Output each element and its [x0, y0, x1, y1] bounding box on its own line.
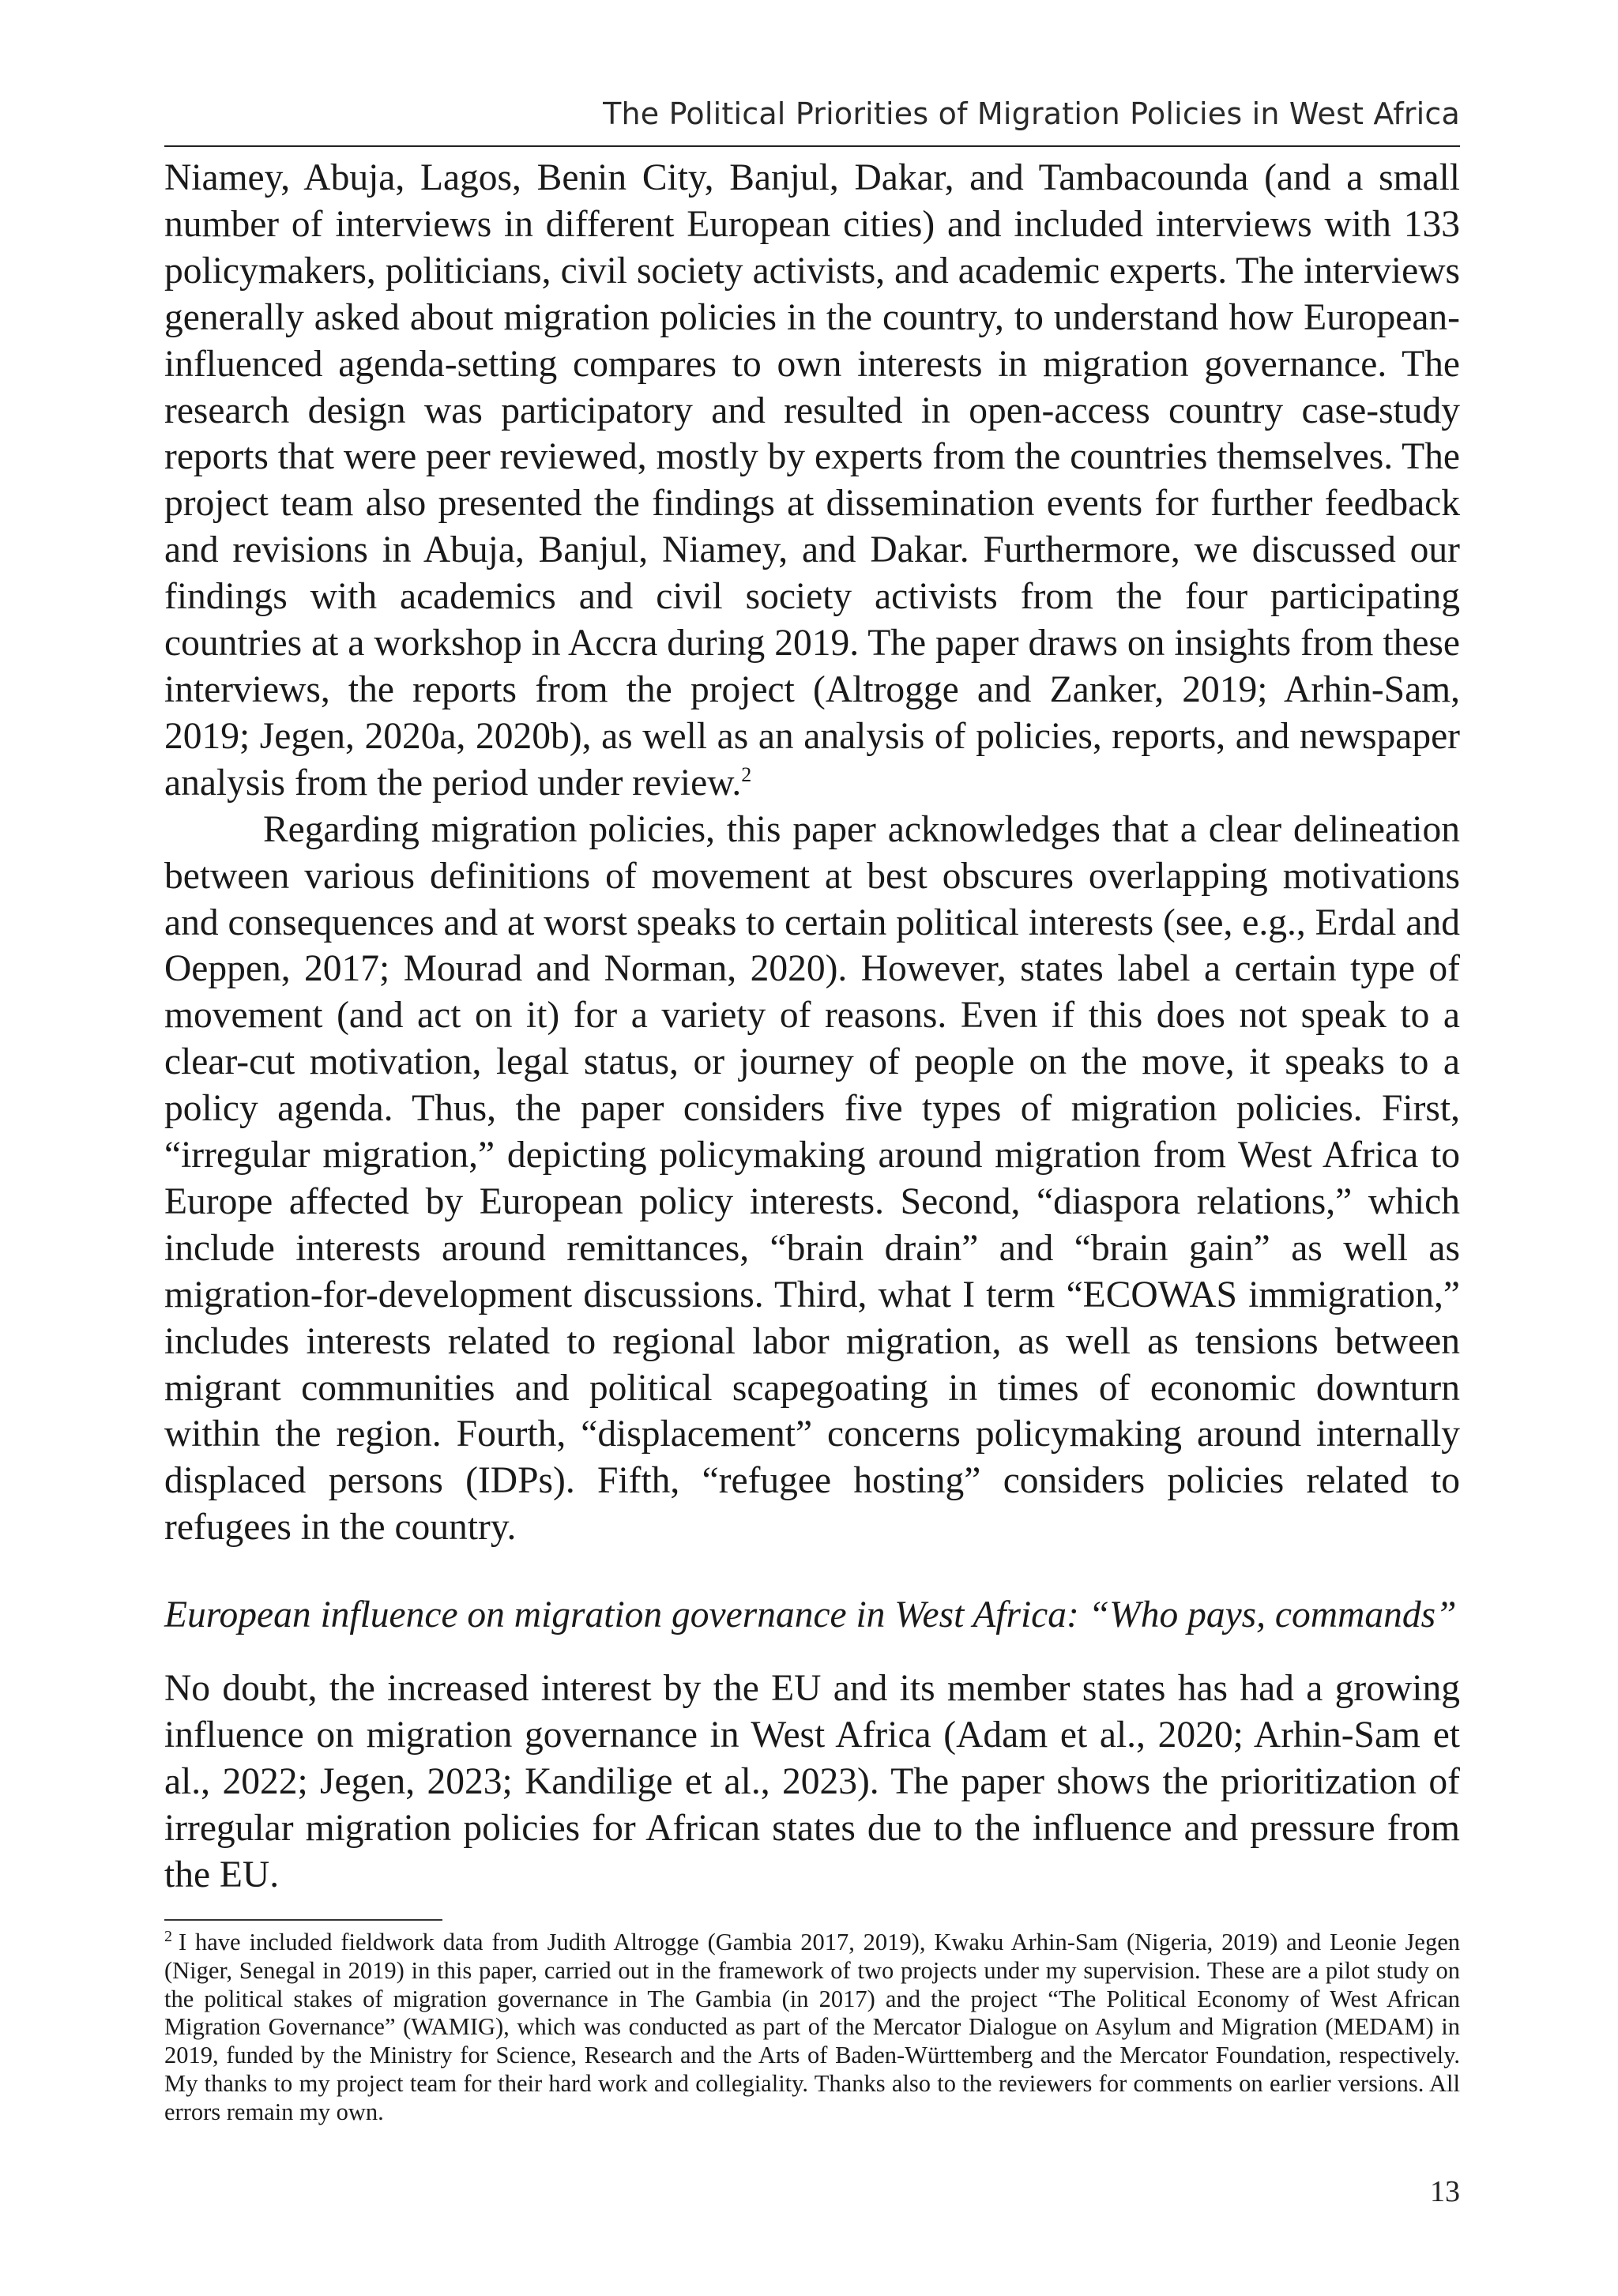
footnote — [164, 1929, 1460, 2127]
running-header-title: The Political Priorities of Migration Policies in West Africa — [603, 96, 1460, 131]
section-heading: European influence on migration governance in West Africa: “Who pays, commands” — [164, 1594, 1457, 1636]
paragraph-3: No doubt, the increased interest by the EU and its member states has had a growing influence on migration governance in West Africa (Adam et al., 2020; Arhin-Sam et al., 2022; Jegen, 2023; Kandilige et al., 2023). The paper shows the prioritization of irregular migration policies for African states due to the influence and pressure from the EU. — [164, 1668, 1460, 1895]
footnote-divider — [164, 1919, 442, 1921]
footnote-marker: 2 — [164, 1927, 172, 1945]
page-number: 13 — [1430, 2175, 1460, 2208]
footnote-reference[interactable]: 2 — [741, 762, 752, 786]
paragraph-1 — [164, 155, 1460, 807]
footnote-text: I have included fieldwork data from Judith Altrogge (Gambia 2017, 2019), Kwaku Arhin-Sam (Nigeria, 2019) and Leonie Jegen (Niger, Senegal in 2019) in this paper, carried out in the framework of two projects under my supervision. These are a pilot study on the political stakes of migration governance in The Gambia (in 2017) and the project “The Political Economy of West African Migration Governance” (WAMIG), which was conducted as part of the Mercator Dialogue on Asylum and Migration (MEDAM) in 2019, funded by the Ministry for Science, Research and the Arts of Baden-Württemberg and the Mercator Foundation, respectively. My thanks to my project team for their hard work and collegiality. Thanks also to the reviewers for comments on earlier versions. All errors remain my own. — [164, 1929, 1460, 2125]
main-text — [164, 155, 1460, 1899]
paragraph-2: Regarding migration policies, this paper acknowledges that a clear delineation between various definitions of movement at best obscures overlapping motivations and consequences and at worst speaks to certain political interests (see, e.g., Erdal and Oeppen, 2017; Mourad and Norman, 2020). However, states label a certain type of movement (and act on it) for a variety of reasons. Even if this does not speak to a clear-cut motivation, legal status, or journey of people on the move, it speaks to a policy agenda. Thus, the paper considers five types of migration policies. First, “irregular migration,” depicting policymaking around migration from West Africa to Europe affected by European policy interests. Second, “diaspora relations,” which include interests around remittances, “brain drain” and “brain gain” as well as migration-for-development discussions. Third, what I term “ECOWAS immigration,” includes interests related to regional labor migration, as well as tensions between migrant communities and political scapegoating in times of economic downturn within the region. Fourth, “displacement” concerns policymaking around internally displaced persons (IDPs). Fifth, “refugee hosting” considers policies related to refugees in the country. — [164, 808, 1460, 1549]
paragraph-1-text: Niamey, Abuja, Lagos, Benin City, Banjul, Dakar, and Tambacounda (and a small number of interviews in different European cities) and included interviews with 133 policymakers, politicians, civil society activists, and academic experts. The interviews generally asked about migration policies in the country, to understand how European-influenced agenda-setting compares to own interests in migration governance. The research design was participatory and resulted in open-access country case-study reports that were peer reviewed, mostly by experts from the countries themselves. The project team also presented the findings at dissemination events for further feedback and revisions in Abuja, Banjul, Niamey, and Dakar. Furthermore, we discussed our findings with academics and civil society activists from the four participating countries at a workshop in Accra during 2019. The paper draws on insights from these interviews, the reports from the project (Altrogge and Zanker, 2019; Arhin-Sam, 2019; Jegen, 2020a, 2020b), as well as an analysis of policies, reports, and newspaper analysis from the period under review. — [164, 157, 1460, 804]
header-divider — [164, 145, 1460, 147]
